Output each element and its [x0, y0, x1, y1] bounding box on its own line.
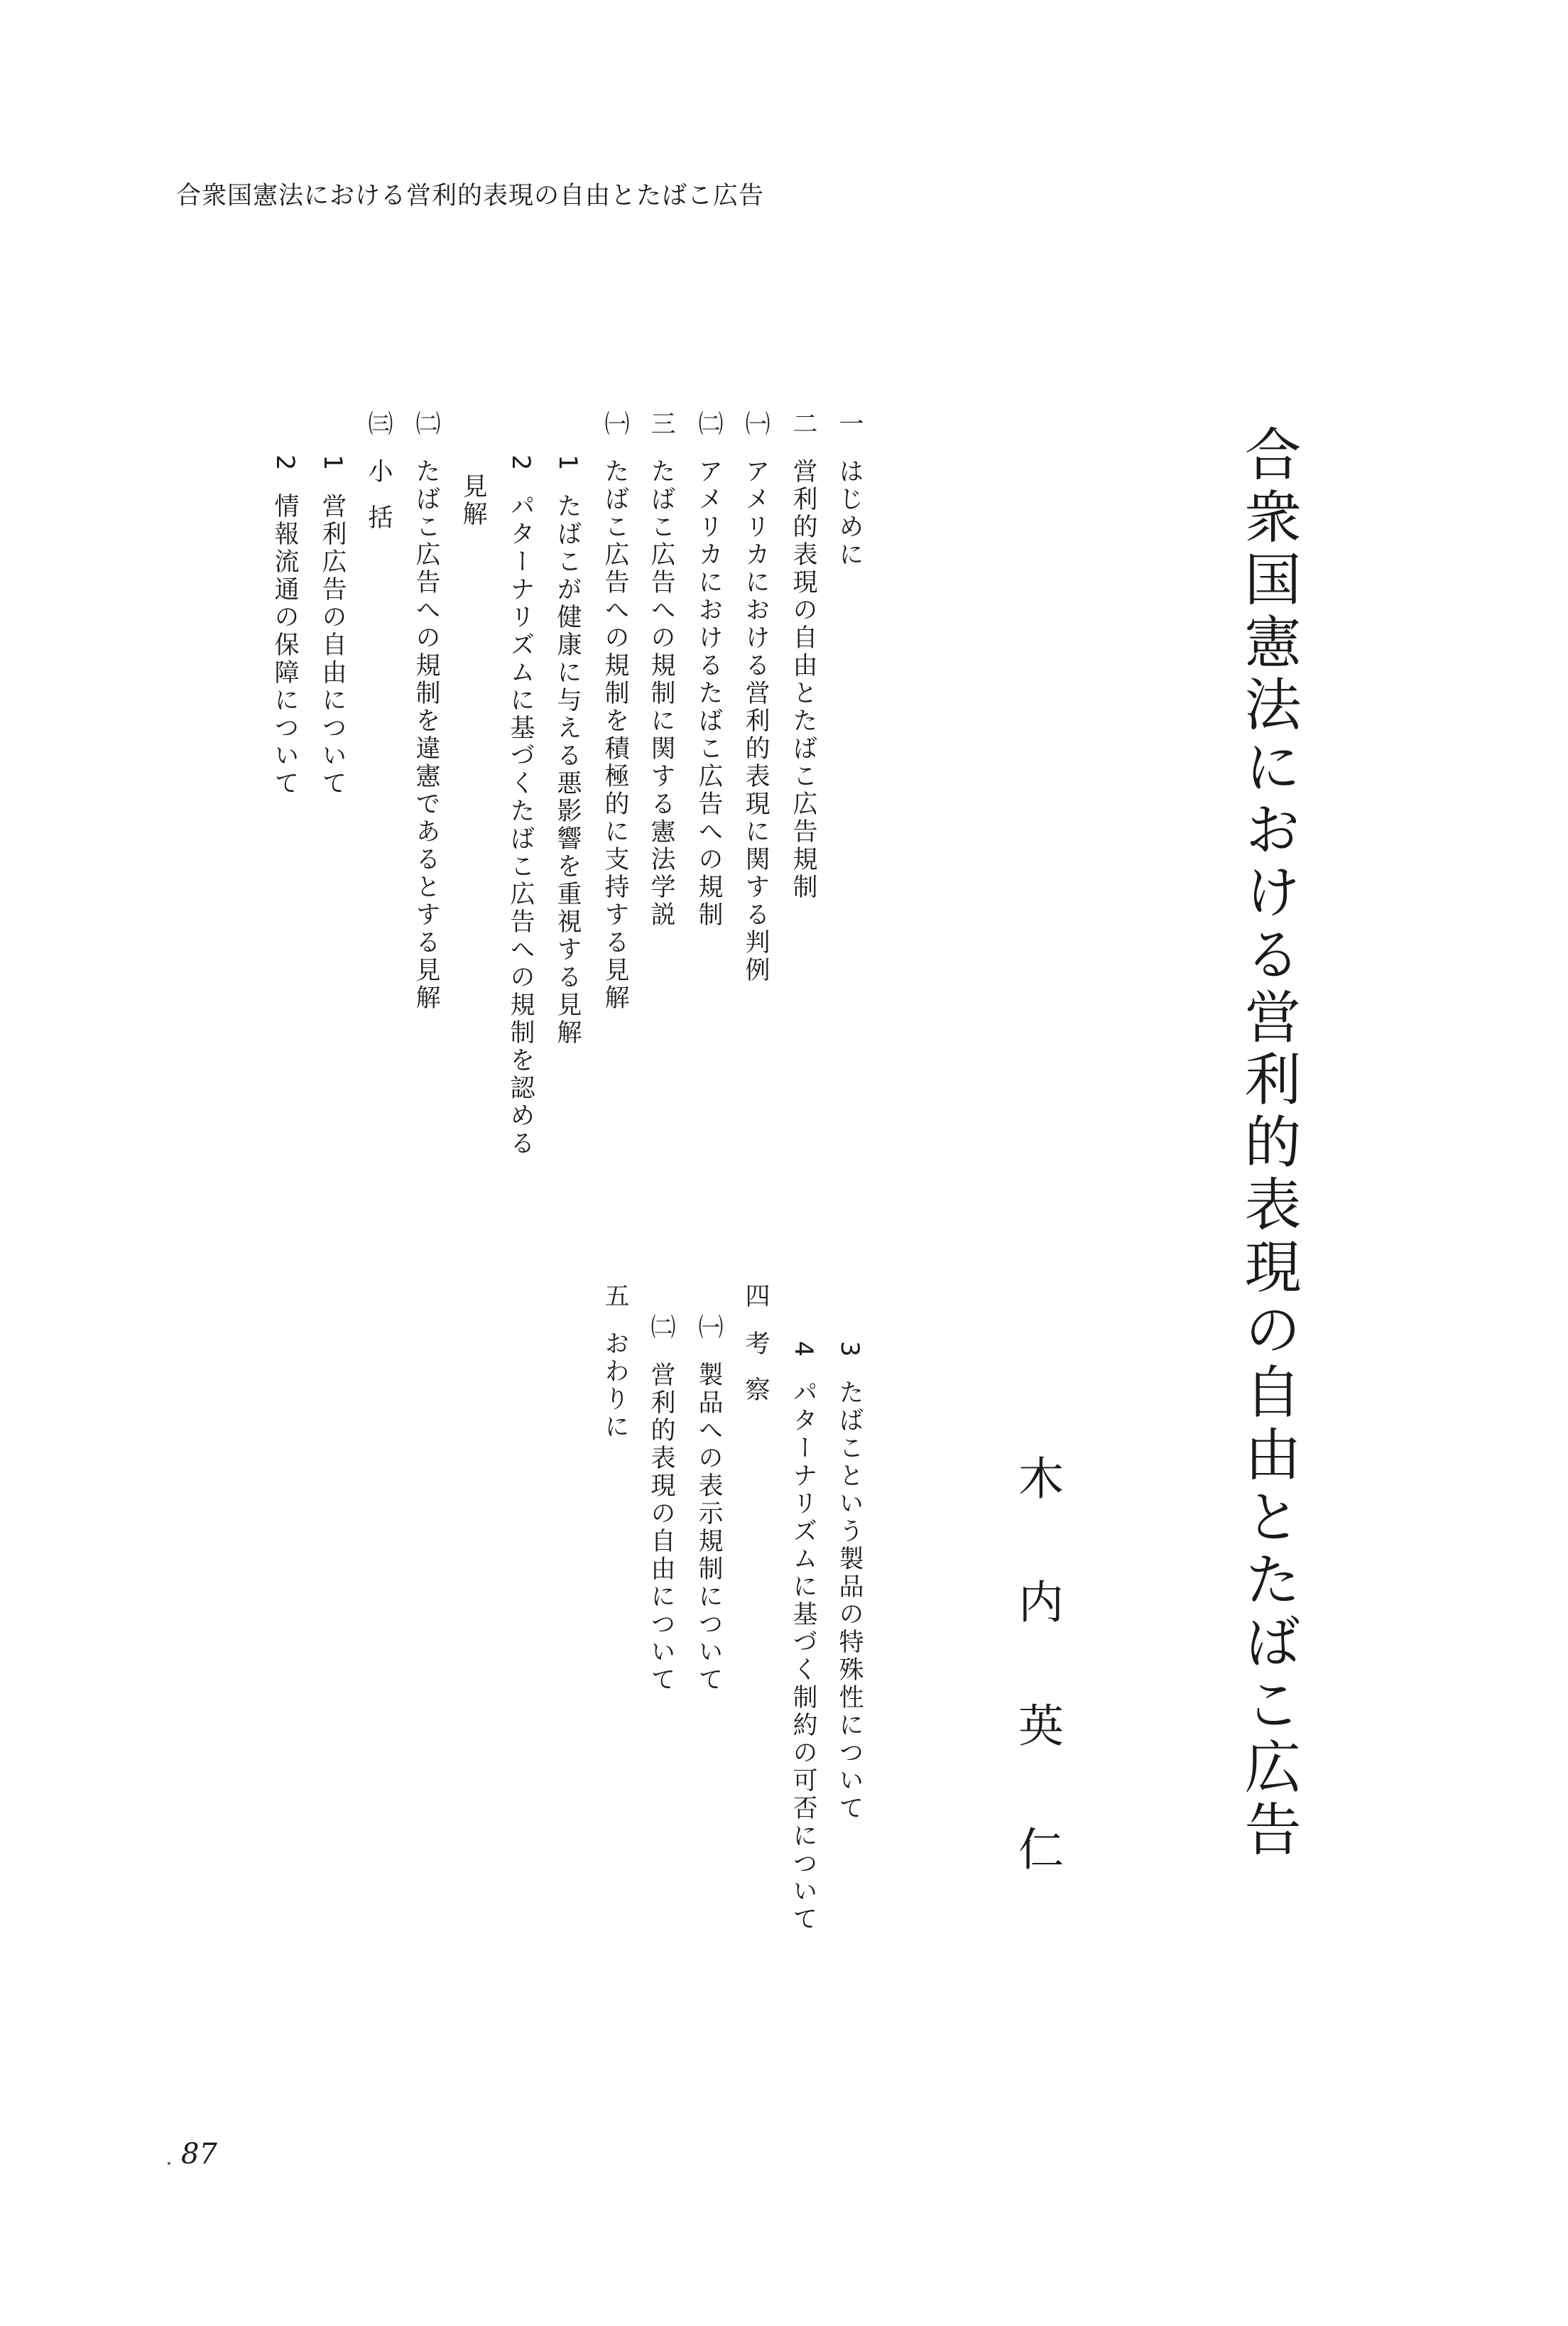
toc-entry-number: 2 [271, 455, 299, 474]
toc-entry-text: 営利広告の自由について [318, 493, 347, 798]
author-name: 木内英仁 [1011, 1455, 1063, 1949]
toc-entry-number: 四 [741, 1283, 770, 1310]
toc-entry-number: 一 [835, 411, 864, 438]
toc-entry-17 [648, 1314, 673, 1694]
toc-entry-number: 三 [647, 411, 675, 438]
toc-entry-3 [743, 411, 768, 984]
toc-entry-number: ㈡ [647, 1314, 675, 1342]
toc-entry-text: 営利的表現の自由について [647, 1362, 675, 1694]
toc-entry-number: 1 [318, 455, 347, 474]
toc-entry-text: たばこが健康に与える悪影響を重視する見解 [553, 493, 582, 1048]
toc-entry-text: 情報流通の保障について [271, 493, 299, 798]
toc-entry-18 [602, 1283, 627, 1441]
toc-entry-text: たばこ広告への規制を違憲であるとする見解 [412, 458, 440, 1012]
toc-entry-7 [553, 455, 582, 1048]
toc-entry-number: ㈠ [741, 411, 770, 438]
toc-entry-text: アメリカにおける営利的表現に関する判例 [741, 458, 770, 984]
toc-entry-1 [835, 411, 864, 569]
toc-entry-16 [696, 1314, 721, 1694]
toc-entry-number: 五 [601, 1283, 629, 1310]
toc-entry-text: 営利的表現の自由とたばこ広告規制 [789, 458, 817, 901]
toc-entry-5 [648, 411, 673, 929]
toc-entry-text: 製品への表示規制について [695, 1362, 723, 1694]
toc-entry-number: ㈡ [695, 411, 723, 438]
toc-entry-10 [366, 411, 391, 550]
running-header: 合衆国憲法における営利的表現の自由とたばこ広告 [176, 182, 765, 210]
toc-entry-text: たばこという製品の特殊性について [835, 1379, 864, 1823]
toc-entry-number: 3 [835, 1341, 864, 1360]
toc-entry-number: 2 [506, 455, 535, 474]
toc-entry-text: たばこ広告への規制を積極的に支持する見解 [601, 458, 629, 1012]
toc-entry-13 [835, 1341, 864, 1823]
toc-entry-text: 見解 [459, 473, 487, 528]
toc-entry-text: たばこ広告への規制に関する憲法学説 [647, 458, 675, 929]
article-title: 合衆国憲法における営利的表現の自由とたばこ広告 [1235, 425, 1301, 1862]
toc-entry-number: ㈠ [695, 1314, 723, 1342]
toc-entry-number: 二 [789, 411, 817, 438]
toc-entry-8-continued [460, 473, 485, 528]
toc-entry-number: ㈢ [364, 411, 393, 438]
toc-entry-8 [508, 455, 533, 1158]
page-number: 87 [181, 2138, 217, 2170]
toc-entry-number: 4 [789, 1341, 817, 1360]
toc-entry-2 [790, 411, 815, 901]
toc-entry-text: アメリカにおけるたばこ広告への規制 [695, 458, 723, 929]
page-mark [168, 2162, 170, 2165]
toc-entry-text: パターナリズムに基づくたばこ広告への規制を認める [506, 493, 535, 1158]
toc-entry-text: 考察 [741, 1330, 770, 1423]
toc-entry-4 [696, 411, 721, 929]
toc-entry-text: はじめに [835, 458, 864, 569]
toc-entry-11 [318, 455, 347, 798]
toc-entry-15 [743, 1283, 768, 1423]
toc-entry-number: ㈠ [601, 411, 629, 438]
toc-entry-14 [790, 1341, 815, 1933]
toc-entry-6 [602, 411, 627, 1012]
toc-entry-text: 小括 [364, 458, 393, 550]
toc-entry-12 [272, 455, 297, 798]
toc-entry-number: ㈡ [412, 411, 440, 438]
toc-entry-text: パターナリズムに基づく制約の可否について [789, 1379, 817, 1934]
toc-entry-9 [413, 411, 438, 1012]
toc-entry-text: おわりに [601, 1330, 629, 1441]
toc-entry-number: 1 [553, 455, 582, 474]
